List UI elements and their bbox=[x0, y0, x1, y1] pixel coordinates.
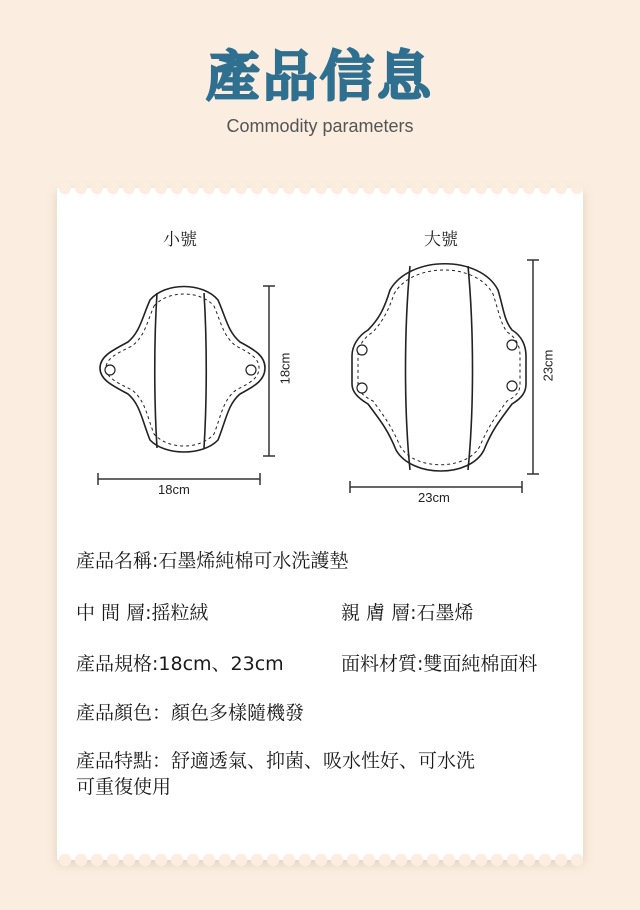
large-width-label: 23cm bbox=[418, 490, 450, 505]
small-width-label: 18cm bbox=[158, 482, 190, 497]
spec-features-line2: 可重復使用 bbox=[76, 776, 172, 798]
page-subtitle: Commodity parameters bbox=[226, 116, 414, 136]
spec-skin-layer: 親 膚 層:石墨烯 bbox=[341, 602, 474, 624]
spec-features-line1: 產品特點：舒適透氣、抑菌、吸水性好、可水洗 bbox=[76, 750, 476, 772]
spec-color: 產品顏色：顏色多樣隨機發 bbox=[76, 702, 305, 724]
small-size-label: 小號 bbox=[163, 230, 197, 250]
page-title: 產品信息 bbox=[206, 45, 434, 108]
large-size-label: 大號 bbox=[424, 230, 458, 250]
small-pad-drawing bbox=[100, 287, 265, 453]
large-height-label: 23cm bbox=[540, 349, 556, 382]
spec-product-name: 產品名稱:石墨烯純棉可水洗護墊 bbox=[76, 550, 349, 572]
spec-fabric: 面料材質:雙面純棉面料 bbox=[341, 653, 538, 675]
spec-middle-layer: 中 間 層:摇粒絨 bbox=[76, 602, 209, 624]
large-pad-drawing bbox=[352, 264, 526, 471]
spec-size: 產品規格:18cm、23cm bbox=[76, 653, 284, 675]
small-height-label: 18cm bbox=[277, 352, 293, 385]
